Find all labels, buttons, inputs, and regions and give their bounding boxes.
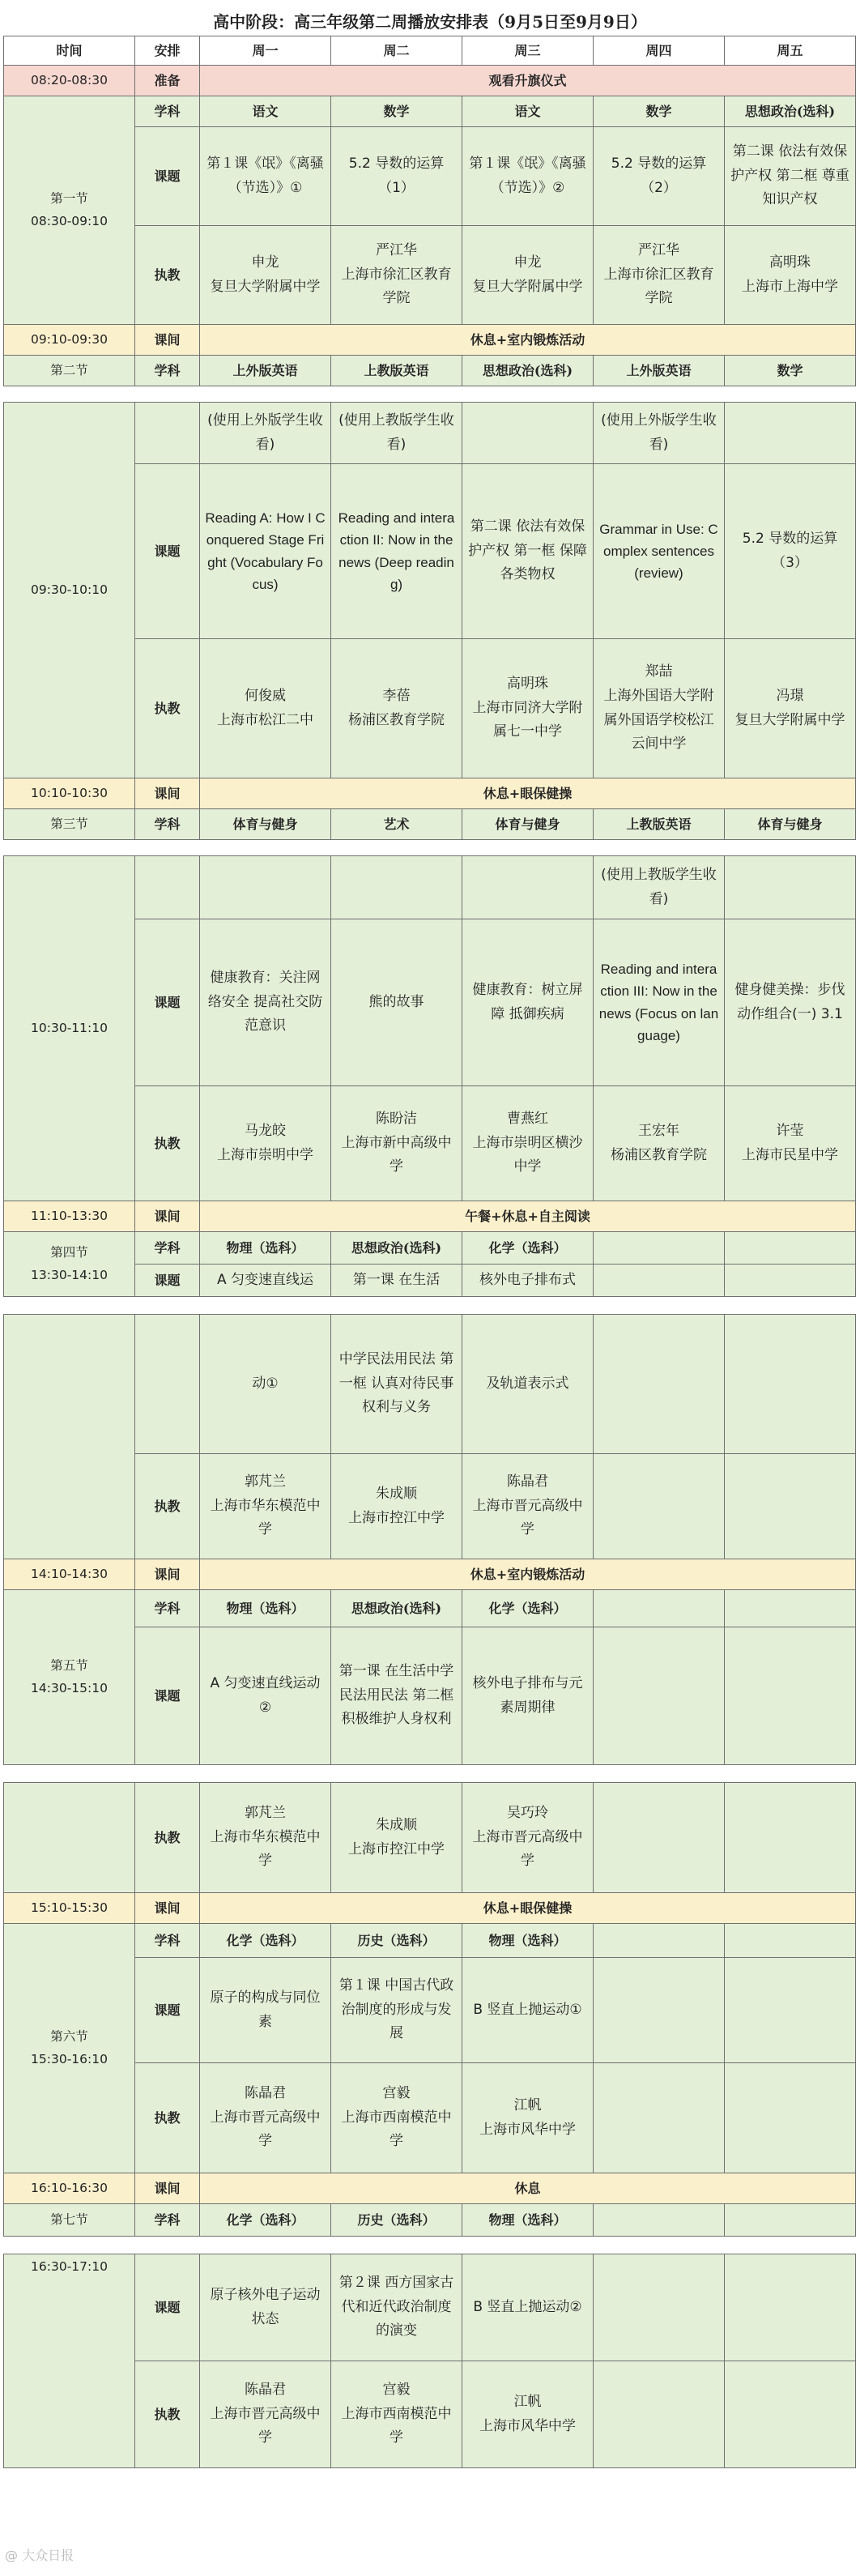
teacher-cell: 郭芃兰 上海市华东模范中学 — [200, 1783, 331, 1893]
topic-cell: 第１课《氓》《离骚（节选）》① — [200, 127, 331, 226]
topic-cell: B 竖直上抛运动② — [462, 2254, 594, 2361]
note-cell: (使用上教版学生收看) — [331, 403, 462, 464]
subject-cell — [594, 2204, 725, 2237]
subject-cell — [594, 1924, 725, 1958]
topic-cell: 中学民法用民法 第一框 认真对待民事权利与义务 — [331, 1315, 462, 1454]
teacher-cell: 陈晶君 上海市晋元高级中学 — [200, 2361, 331, 2468]
period-cell — [4, 1783, 135, 1893]
topic-cell: 5.2 导数的运算（3） — [725, 464, 856, 639]
gap-row — [4, 386, 856, 403]
header-cell: 周四 — [594, 36, 725, 66]
subject-row — [4, 96, 856, 127]
topic-cell — [725, 2254, 856, 2361]
arrangement-cell: 课间 — [135, 1559, 200, 1590]
header-cell: 周三 — [462, 36, 594, 66]
period-name: 第四节 — [50, 1245, 88, 1260]
time-cell: 16:30-17:10 — [4, 2254, 135, 2468]
arrangement-cell: 课间 — [135, 325, 200, 356]
page-gap — [4, 1297, 856, 1315]
subject-cell: 思想政治(选科) — [462, 356, 594, 386]
topic-cell: 第１课《氓》《离骚（节选）》② — [462, 127, 594, 226]
subject-cell: 历史（选科） — [331, 2204, 462, 2237]
teacher-cell: 郑喆 上海外国语大学附属外国语学校松江云间中学 — [594, 639, 725, 778]
subject-cell — [725, 1590, 856, 1627]
topic-cell — [725, 1958, 856, 2063]
subject-cell: 历史（选科） — [331, 1924, 462, 1958]
teacher-cell: 申龙 复旦大学附属中学 — [200, 226, 331, 325]
note-cell — [462, 403, 594, 464]
teacher-cell: 申龙 复旦大学附属中学 — [462, 226, 594, 325]
teacher-cell: 许莹 上海市民星中学 — [725, 1086, 856, 1201]
topic-cell — [594, 1315, 725, 1454]
row-label: 执教 — [135, 639, 200, 778]
time-cell: 10:30-11:10 — [4, 856, 135, 1201]
topic-cell: A 匀变速直线运 — [200, 1265, 331, 1297]
teacher-cell: 江帆 上海市风华中学 — [462, 2063, 594, 2173]
gap-row — [4, 1297, 856, 1315]
topic-cell — [594, 1627, 725, 1765]
subject-cell: 化学（选科） — [462, 1232, 594, 1265]
subject-cell: 化学（选科） — [200, 1924, 331, 1958]
teacher-cell: 严江华 上海市徐汇区教育学院 — [594, 226, 725, 325]
subject-cell: 化学（选科） — [200, 2204, 331, 2237]
topic-cell: 第二课 依法有效保护产权 第二框 尊重知识产权 — [725, 127, 856, 226]
subject-cell: 上教版英语 — [331, 356, 462, 386]
period-cell — [4, 1232, 135, 1297]
break-row — [4, 1559, 856, 1590]
row-label: 学科 — [135, 809, 200, 840]
subject-cell: 上外版英语 — [594, 356, 725, 386]
topic-cell: 第一课 在生活中学民法用民法 第二框 积极维护人身权利 — [331, 1627, 462, 1765]
subject-row — [4, 1590, 856, 1627]
topic-cell: 第二课 依法有效保护产权 第一框 保障各类物权 — [462, 464, 594, 639]
topic-cell — [725, 1265, 856, 1297]
row-label: 学科 — [135, 356, 200, 386]
note-cell — [331, 856, 462, 919]
period-name: 第五节 — [50, 1658, 88, 1674]
topic-row — [4, 1315, 856, 1454]
activity-cell: 休息 — [200, 2173, 856, 2204]
break-row — [4, 1893, 856, 1924]
teacher-cell: 王宏年 杨浦区教育学院 — [594, 1086, 725, 1201]
teacher-cell: 高明珠 上海市同济大学附属七一中学 — [462, 639, 594, 778]
row-label: 执教 — [135, 1783, 200, 1893]
teacher-cell: 陈晶君 上海市晋元高级中学 — [200, 2063, 331, 2173]
prep-row — [4, 66, 856, 96]
teacher-cell — [594, 1454, 725, 1559]
activity-cell: 休息+室内锻炼活动 — [200, 325, 856, 356]
subject-cell: 物理（选科） — [462, 1924, 594, 1958]
period-cell — [4, 1315, 135, 1559]
schedule-table — [3, 36, 856, 2468]
header-cell: 周一 — [200, 36, 331, 66]
topic-cell — [725, 1315, 856, 1454]
topic-cell: Reading and interaction III: Now in the news (Focus on language) — [594, 919, 725, 1086]
subject-cell — [594, 1590, 725, 1627]
page-gap — [4, 386, 856, 403]
topic-cell: 原子的构成与同位素 — [200, 1958, 331, 2063]
topic-cell: 核外电子排布与元素周期律 — [462, 1627, 594, 1765]
topic-cell: Reading A: How I Conquered Stage Fright (Vocabulary Focus) — [200, 464, 331, 639]
subject-row — [4, 2204, 856, 2237]
note-row — [4, 856, 856, 919]
period-time: 15:30-16:10 — [31, 2051, 108, 2066]
break-row — [4, 2173, 856, 2204]
teacher-cell: 严江华 上海市徐汇区教育学院 — [331, 226, 462, 325]
break-row — [4, 778, 856, 809]
row-label: 执教 — [135, 1454, 200, 1559]
subject-cell: 体育与健身 — [200, 809, 331, 840]
subject-cell: 数学 — [594, 96, 725, 127]
topic-cell: 熊的故事 — [331, 919, 462, 1086]
row-label: 课题 — [135, 919, 200, 1086]
topic-cell: B 竖直上抛运动① — [462, 1958, 594, 2063]
subject-row — [4, 809, 856, 840]
row-label: 执教 — [135, 2361, 200, 2468]
header-cell: 安排 — [135, 36, 200, 66]
note-cell — [725, 856, 856, 919]
subject-cell — [725, 2204, 856, 2237]
header-cell: 周五 — [725, 36, 856, 66]
gap-row — [4, 2237, 856, 2254]
time-cell: 09:10-09:30 — [4, 325, 135, 356]
note-row — [4, 403, 856, 464]
arrangement-cell: 课间 — [135, 1201, 200, 1232]
note-cell — [462, 856, 594, 919]
row-label: 课题 — [135, 1265, 200, 1297]
row-label — [135, 403, 200, 464]
topic-cell: 原子核外电子运动状态 — [200, 2254, 331, 2361]
topic-cell: 5.2 导数的运算（2） — [594, 127, 725, 226]
time-cell: 10:10-10:30 — [4, 778, 135, 809]
topic-cell: 动① — [200, 1315, 331, 1454]
teacher-cell: 何俊威 上海市松江二中 — [200, 639, 331, 778]
teacher-cell — [594, 1783, 725, 1893]
teacher-cell: 郭芃兰 上海市华东模范中学 — [200, 1454, 331, 1559]
teacher-cell: 吴巧玲 上海市晋元高级中学 — [462, 1783, 594, 1893]
teacher-cell: 朱成顺 上海市控江中学 — [331, 1454, 462, 1559]
subject-cell: 数学 — [331, 96, 462, 127]
subject-cell: 物理（选科） — [462, 2204, 594, 2237]
topic-cell: 第一课 在生活 — [331, 1265, 462, 1297]
page-gap — [4, 840, 856, 856]
subject-cell — [725, 1924, 856, 1958]
topic-cell — [594, 1958, 725, 2063]
subject-cell: 思想政治(选科) — [331, 1590, 462, 1627]
note-cell — [725, 403, 856, 464]
row-label: 课题 — [135, 127, 200, 226]
arrangement-cell: 课间 — [135, 2173, 200, 2204]
topic-cell: A 匀变速直线运动② — [200, 1627, 331, 1765]
row-label: 课题 — [135, 464, 200, 639]
row-label: 学科 — [135, 96, 200, 127]
header-row — [4, 36, 856, 66]
note-cell: (使用上教版学生收看) — [594, 856, 725, 919]
time-cell: 15:10-15:30 — [4, 1893, 135, 1924]
time-cell: 14:10-14:30 — [4, 1559, 135, 1590]
gap-row — [4, 1765, 856, 1783]
topic-cell — [725, 1627, 856, 1765]
teacher-cell: 宫毅 上海市西南模范中学 — [331, 2063, 462, 2173]
activity-cell: 休息+眼保健操 — [200, 1893, 856, 1924]
teacher-cell: 冯璟 复旦大学附属中学 — [725, 639, 856, 778]
period-name: 第七节 — [4, 2204, 135, 2237]
topic-row — [4, 2254, 856, 2361]
topic-cell: 第１课 中国古代政治制度的形成与发展 — [331, 1958, 462, 2063]
teacher-cell: 高明珠 上海市上海中学 — [725, 226, 856, 325]
topic-cell: 健康教育：树立屏障 抵御疾病 — [462, 919, 594, 1086]
time-cell: 16:10-16:30 — [4, 2173, 135, 2204]
row-label: 课题 — [135, 1958, 200, 2063]
period-cell — [4, 96, 135, 325]
period-name: 第二节 — [4, 356, 135, 386]
topic-cell: 第２课 西方国家古代和近代政治制度的演变 — [331, 2254, 462, 2361]
row-label: 学科 — [135, 1232, 200, 1265]
subject-cell — [725, 1232, 856, 1265]
note-cell: (使用上外版学生收看) — [200, 403, 331, 464]
teacher-cell: 曹燕红 上海市崇明区横沙中学 — [462, 1086, 594, 1201]
row-label: 学科 — [135, 1590, 200, 1627]
period-time: 08:30-09:10 — [31, 213, 108, 228]
subject-row — [4, 1924, 856, 1958]
subject-cell: 上外版英语 — [200, 356, 331, 386]
subject-cell: 语文 — [200, 96, 331, 127]
period-cell — [4, 1924, 135, 2173]
time-cell: 08:20-08:30 — [4, 66, 135, 96]
row-label: 课题 — [135, 2254, 200, 2361]
subject-row — [4, 1232, 856, 1265]
topic-cell: Reading and interaction II: Now in the news (Deep reading) — [331, 464, 462, 639]
subject-cell: 艺术 — [331, 809, 462, 840]
teacher-cell — [725, 2063, 856, 2173]
arrangement-cell: 课间 — [135, 778, 200, 809]
subject-cell — [594, 1232, 725, 1265]
row-label: 学科 — [135, 2204, 200, 2237]
activity-cell: 休息+室内锻炼活动 — [200, 1559, 856, 1590]
break-row — [4, 325, 856, 356]
row-label: 学科 — [135, 1924, 200, 1958]
teacher-cell: 陈盼洁 上海市新中高级中学 — [331, 1086, 462, 1201]
activity-cell: 休息+眼保健操 — [200, 778, 856, 809]
subject-cell: 体育与健身 — [462, 809, 594, 840]
subject-cell: 思想政治(选科) — [331, 1232, 462, 1265]
subject-cell: 化学（选科） — [462, 1590, 594, 1627]
teacher-cell: 李蓓 杨浦区教育学院 — [331, 639, 462, 778]
teacher-cell — [725, 1783, 856, 1893]
time-cell: 11:10-13:30 — [4, 1201, 135, 1232]
period-name: 第六节 — [50, 2029, 88, 2045]
gap-row — [4, 840, 856, 856]
header-cell: 时间 — [4, 36, 135, 66]
subject-cell: 上教版英语 — [594, 809, 725, 840]
row-label — [135, 1315, 200, 1454]
teacher-cell — [725, 2361, 856, 2468]
teacher-cell: 江帆 上海市风华中学 — [462, 2361, 594, 2468]
teacher-row — [4, 1783, 856, 1893]
subject-cell: 物理（选科） — [200, 1590, 331, 1627]
period-name: 第一节 — [50, 191, 88, 207]
period-time: 14:30-15:10 — [31, 1680, 108, 1695]
teacher-cell — [594, 2361, 725, 2468]
subject-cell: 物理（选科） — [200, 1232, 331, 1265]
subject-cell: 语文 — [462, 96, 594, 127]
topic-cell — [594, 1265, 725, 1297]
teacher-cell: 朱成顺 上海市控江中学 — [331, 1783, 462, 1893]
activity-cell: 观看升旗仪式 — [200, 66, 856, 96]
teacher-cell — [725, 1454, 856, 1559]
topic-cell: 健康教育：关注网络安全 提高社交防范意识 — [200, 919, 331, 1086]
teacher-cell: 陈晶君 上海市晋元高级中学 — [462, 1454, 594, 1559]
activity-cell: 午餐+休息+自主阅读 — [200, 1201, 856, 1232]
topic-cell: 健身健美操：步伐动作组合(一) 3.1 — [725, 919, 856, 1086]
topic-cell: Grammar in Use: Complex sentences (review) — [594, 464, 725, 639]
row-label — [135, 856, 200, 919]
teacher-cell: 宫毅 上海市西南模范中学 — [331, 2361, 462, 2468]
note-cell — [200, 856, 331, 919]
row-label: 执教 — [135, 1086, 200, 1201]
page-gap — [4, 2237, 856, 2254]
time-cell: 09:30-10:10 — [4, 403, 135, 778]
teacher-cell — [594, 2063, 725, 2173]
watermark: @ 大众日报 — [5, 2548, 75, 2563]
page-gap — [4, 1765, 856, 1783]
subject-cell: 思想政治(选科) — [725, 96, 856, 127]
period-name: 第三节 — [4, 809, 135, 840]
subject-cell: 数学 — [725, 356, 856, 386]
note-cell: (使用上外版学生收看) — [594, 403, 725, 464]
break-row — [4, 1201, 856, 1232]
arrangement-cell: 课间 — [135, 1893, 200, 1924]
period-cell — [4, 1590, 135, 1765]
subject-cell: 体育与健身 — [725, 809, 856, 840]
topic-cell — [594, 2254, 725, 2361]
period-time: 13:30-14:10 — [31, 1267, 108, 1282]
topic-cell: 及轨道表示式 — [462, 1315, 594, 1454]
arrangement-cell: 准备 — [135, 66, 200, 96]
topic-cell: 5.2 导数的运算（1） — [331, 127, 462, 226]
page-title: 高中阶段：高三年级第二周播放安排表（9月5日至9月9日） — [213, 11, 647, 32]
row-label: 执教 — [135, 2063, 200, 2173]
topic-cell: 核外电子排布式 — [462, 1265, 594, 1297]
subject-row — [4, 356, 856, 386]
teacher-cell: 马龙皎 上海市崇明中学 — [200, 1086, 331, 1201]
row-label: 课题 — [135, 1627, 200, 1765]
header-cell: 周二 — [331, 36, 462, 66]
row-label: 执教 — [135, 226, 200, 325]
